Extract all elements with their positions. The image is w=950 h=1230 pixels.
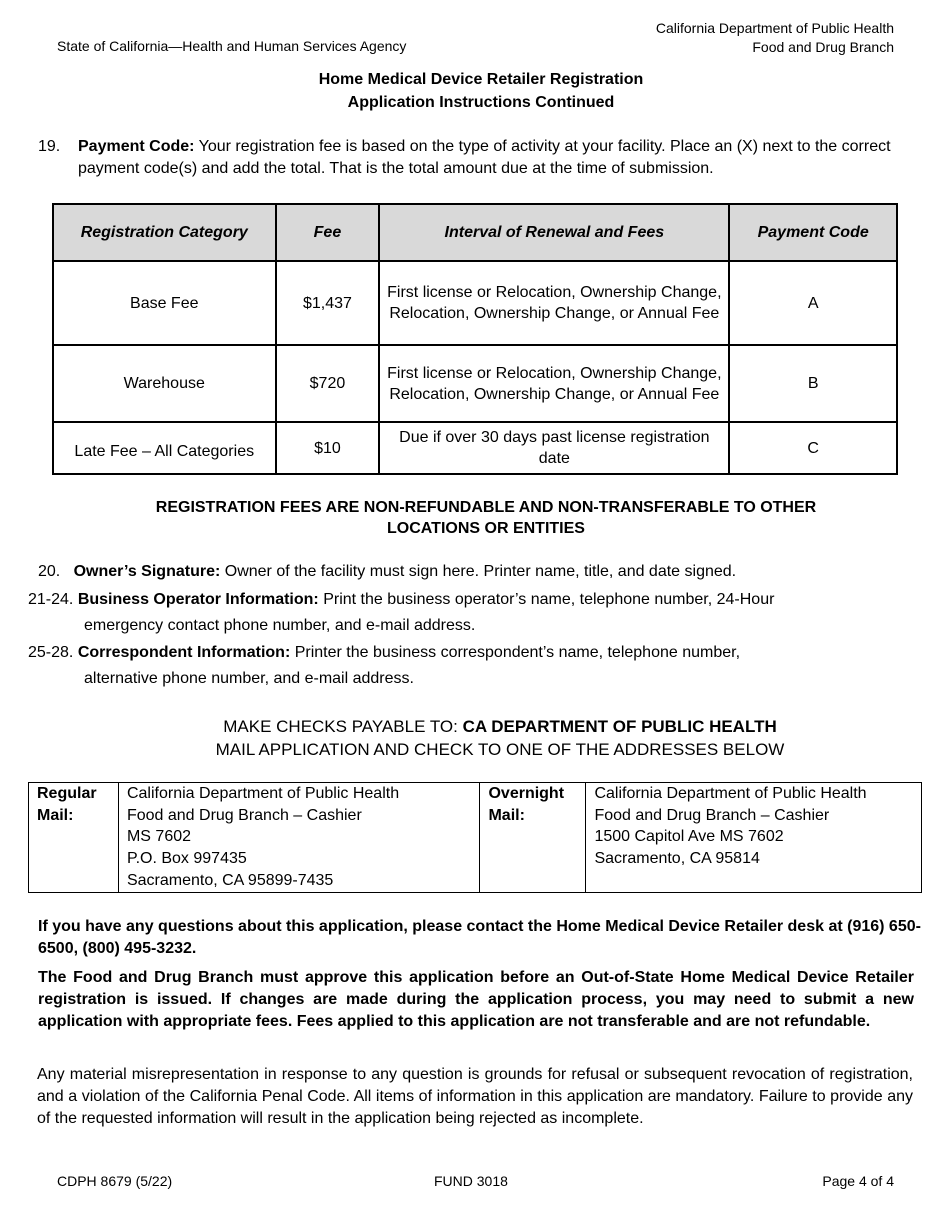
regular-label-line-2: Mail: xyxy=(37,806,74,824)
cell-category: Late Fee – All Categories xyxy=(53,422,276,474)
item-21-24-text: Print the business operator’s name, telephone number, 24-Hour xyxy=(318,591,775,608)
non-refundable-notice xyxy=(0,497,950,539)
cell-fee: $720 xyxy=(276,345,380,422)
agency-header: State of California—Health and Human Services Agency xyxy=(57,38,407,54)
overnight-mail-label xyxy=(480,783,586,893)
regular-mail-label xyxy=(29,783,119,893)
cell-interval: First license or Relocation, Ownership Change, Relocation, Ownership Change, or Annual Fee xyxy=(379,261,729,345)
item-19-body: Your registration fee is based on the type of activity at your facility. Place an (X) next to the correct payment code(s) and add the total. That is the total amount due at the time of submission. xyxy=(78,138,891,177)
table-row xyxy=(53,422,897,474)
payable-prefix: MAKE CHECKS PAYABLE TO: xyxy=(223,717,463,736)
item-19-number: 19. xyxy=(38,138,61,155)
item-20-label: Owner’s Signature: xyxy=(73,563,221,580)
table-row xyxy=(53,261,897,345)
item-25-28-label: Correspondent Information: xyxy=(77,644,291,661)
item-20 xyxy=(38,559,736,585)
misrepresentation-notice: Any material misrepresentation in response to any question is grounds for refusal or subsequent revocation of registration, and a violation of the California Penal Code. All items of information in this application are mandatory. Failure to provide any of the requested information will result in the application being rejected as incomplete. xyxy=(37,1066,913,1127)
payable-instructions xyxy=(0,715,950,761)
item-21-24 xyxy=(28,587,918,639)
cell-code: A xyxy=(729,261,897,345)
title-line-2: Application Instructions Continued xyxy=(347,94,615,111)
cell-interval: First license or Relocation, Ownership Change, Relocation, Ownership Change, or Annual Fee xyxy=(379,345,729,422)
department-name: California Department of Public Health xyxy=(655,20,894,36)
item-21-24-number: 21-24. xyxy=(28,591,74,608)
payee-name: CA DEPARTMENT OF PUBLIC HEALTH xyxy=(462,717,777,736)
overnight-label-line-2: Mail: xyxy=(488,806,525,824)
address-line: California Department of Public Health xyxy=(126,785,400,802)
item-25-28-text: Printer the business correspondent’s name, telephone number, xyxy=(290,644,741,661)
overnight-mail-address xyxy=(586,783,922,893)
item-25-28-continued: alternative phone number, and e-mail address. xyxy=(84,670,414,687)
address-line: Sacramento, CA 95814 xyxy=(594,850,760,868)
cell-fee: $1,437 xyxy=(276,261,380,345)
address-line: Food and Drug Branch – Cashier xyxy=(594,806,830,824)
address-line: California Department of Public Health xyxy=(594,785,867,802)
branch-name: Food and Drug Branch xyxy=(752,39,894,55)
cell-fee: $10 xyxy=(276,422,380,474)
department-header xyxy=(656,19,894,57)
fee-table xyxy=(52,203,898,475)
address-line: MS 7602 xyxy=(126,828,192,846)
fund-number: FUND 3018 xyxy=(434,1173,508,1189)
address-line: 1500 Capitol Ave MS 7602 xyxy=(594,828,784,846)
regular-label-line-1: Regular xyxy=(37,785,97,802)
header-registration-category: Registration Category xyxy=(53,204,276,261)
form-number: CDPH 8679 (5/22) xyxy=(57,1173,173,1189)
header-fee: Fee xyxy=(276,204,380,261)
table-row xyxy=(53,345,897,422)
title-line-1: Home Medical Device Retailer Registration xyxy=(318,71,644,88)
cell-code: C xyxy=(729,422,897,474)
payable-line xyxy=(0,715,950,738)
header-payment-code: Payment Code xyxy=(729,204,897,261)
item-25-28 xyxy=(28,640,918,692)
address-line: Sacramento, CA 95899-7435 xyxy=(126,871,334,889)
notice-line-1: REGISTRATION FEES ARE NON-REFUNDABLE AND NON-TRANSFERABLE TO OTHER xyxy=(155,499,817,516)
item-21-24-label: Business Operator Information: xyxy=(77,591,319,608)
regular-mail-address xyxy=(118,783,480,893)
item-25-28-number: 25-28. xyxy=(28,644,74,661)
cell-category: Warehouse xyxy=(53,345,276,422)
fee-table-header xyxy=(53,204,897,261)
questions-contact: If you have any questions about this application, please contact the Home Medical Device Retailer desk at (916) 650-6500, (800) 495-3232. xyxy=(38,918,921,957)
address-line: P.O. Box 997435 xyxy=(126,850,247,868)
cell-category: Base Fee xyxy=(53,261,276,345)
cell-code: B xyxy=(729,345,897,422)
page-number: Page 4 of 4 xyxy=(822,1173,894,1189)
mail-instruction: MAIL APPLICATION AND CHECK TO ONE OF THE ADDRESSES BELOW xyxy=(215,740,785,759)
page-title xyxy=(0,68,950,114)
overnight-label-line-1: Overnight xyxy=(488,785,565,802)
cell-interval: Due if over 30 days past license registration date xyxy=(379,422,729,474)
item-19-label: Payment Code: xyxy=(78,138,195,155)
item-20-number: 20. xyxy=(38,563,61,580)
item-21-24-continued: emergency contact phone number, and e-mail address. xyxy=(84,617,476,634)
header-interval: Interval of Renewal and Fees xyxy=(379,204,729,261)
item-20-text: Owner of the facility must sign here. Printer name, title, and date signed. xyxy=(220,563,737,580)
address-line: Food and Drug Branch – Cashier xyxy=(126,806,362,824)
address-table xyxy=(28,782,922,893)
approval-notice: The Food and Drug Branch must approve this application before an Out-of-State Home Medical Device Retailer registration is issued. If changes are made during the application process, you may need to submit a new application with appropriate fees. Fees applied to this application are not transferable and are not refundable. xyxy=(38,969,914,1030)
address-row xyxy=(29,783,922,893)
item-19-text xyxy=(78,136,918,180)
notice-line-2: LOCATIONS OR ENTITIES xyxy=(387,520,585,537)
